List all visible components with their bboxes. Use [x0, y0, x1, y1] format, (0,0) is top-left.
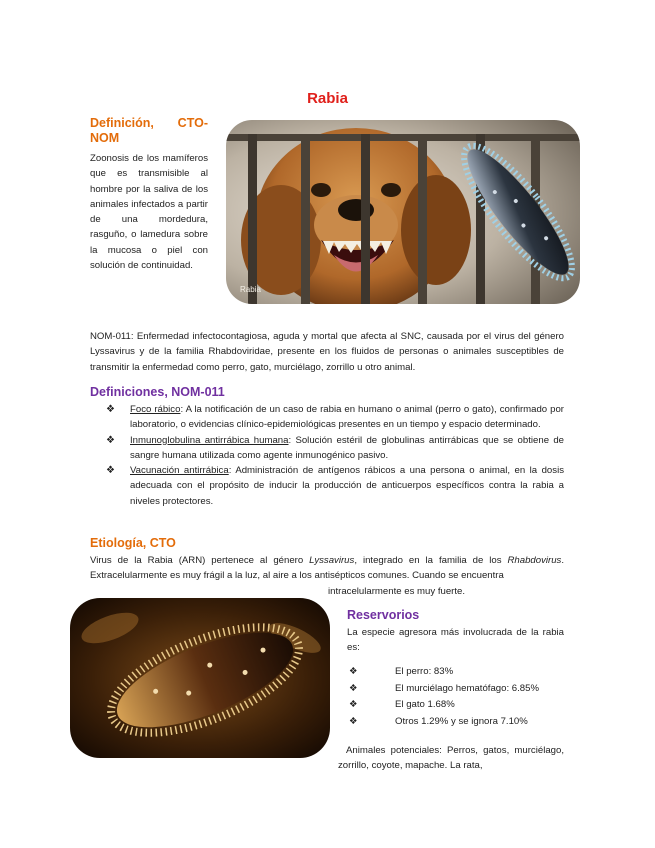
list-item: [106, 402, 564, 433]
etiologia-continuation: intracelularmente es muy fuerte.: [328, 586, 466, 597]
virus-photo: [70, 598, 330, 758]
reservorio-item: El murciélago hematófago: 6.85%: [395, 682, 539, 694]
reservorio-item: El perro: 83%: [395, 666, 454, 677]
reservorios-heading: Reservorios: [347, 608, 420, 622]
page-title: Rabia: [307, 90, 348, 107]
animales-potenciales: Animales potenciales: Perros, gatos, murciélago, zorrillo, coyote, mapache. La rata,: [338, 745, 564, 772]
list-item: [349, 664, 564, 681]
list-item: [349, 714, 564, 731]
etiologia-heading: Etiología, CTO: [90, 536, 176, 550]
diamond-bullet-icon: ❖: [106, 434, 115, 446]
reservorio-item: Otros 1.29% y se ignora 7.10%: [395, 715, 528, 727]
etiologia-text-a: Virus de la Rabia (ARN) pertenece al género: [90, 555, 310, 566]
etiologia-genus: Lyssavirus: [309, 555, 355, 566]
definiciones-heading: Definiciones, NOM-011: [90, 385, 225, 399]
rabid-dog-photo: [226, 120, 580, 304]
definition-term: Inmunoglobulina antirrábica humana: [130, 434, 289, 446]
reservorio-item: El gato 1.68%: [395, 699, 455, 710]
diamond-bullet-icon: ❖: [349, 699, 358, 710]
definition-heading: Definición, CTO-NOM: [90, 116, 208, 145]
diamond-bullet-icon: ❖: [106, 465, 115, 477]
definition-desc: : Administración de antígenos rábicos a una persona o animal, en la dosis adecuada con el propósito de inducir la producción de anticuerpos específicos contra la rabia a niveles protectores.: [130, 465, 564, 507]
diamond-bullet-icon: ❖: [106, 404, 115, 415]
definition-text: Zoonosis de los mamíferos que es transmisible al hombre por la saliva de los animales infectados a partir de una mordedura, rasguño, o lamedura sobre la mucosa o piel con solución de continuidad.: [90, 153, 208, 272]
list-item: [106, 433, 564, 464]
nom-paragraph: NOM-011: Enfermedad infectocontagiosa, aguda y mortal que afecta al SNC, causada por el virus del género Lyssavirus y de la familia Rhabdoviridae, presente en los fluidos de personas o animales susceptibles de transmitir la enfermedad como perro, gato, murciélago, zorrillo u otro animal.: [90, 331, 564, 373]
definiciones-list: [106, 402, 564, 509]
photo-caption: Rabia: [240, 285, 261, 294]
etiologia-text-b: , integrado en la familia de los: [354, 555, 508, 566]
definition-term: Foco rábico: [130, 404, 181, 415]
list-item: [106, 463, 564, 509]
definition-desc: : A la notificación de un caso de rabia en humano o animal (perro o gato), confirmado por laboratorio, o evidencias clínico-epidemiológicas presentes en un tiempo y espacio determinado.: [130, 404, 564, 431]
list-item: [349, 697, 564, 714]
diamond-bullet-icon: ❖: [349, 682, 358, 694]
reservorios-list: [349, 664, 564, 730]
etiologia-paragraph: [90, 553, 564, 584]
definition-term: Vacunación antirrábica: [130, 465, 229, 477]
etiologia-family: Rhabdovirus: [507, 555, 562, 566]
diamond-bullet-icon: ❖: [349, 666, 358, 677]
list-item: [349, 681, 564, 698]
etiologia-text-c: . Extracelularmente es muy frágil a la luz, al aire a los antisépticos comunes. Cuando se encuentra: [90, 555, 565, 582]
reservorios-intro: La especie agresora más involucrada de la rabia es:: [347, 627, 564, 654]
diamond-bullet-icon: ❖: [349, 715, 358, 727]
definition-desc: : Solución estéril de globulinas antirrábicas que se obtiene de sangre humana utilizada como agente inmunogénico pasivo.: [130, 434, 564, 461]
